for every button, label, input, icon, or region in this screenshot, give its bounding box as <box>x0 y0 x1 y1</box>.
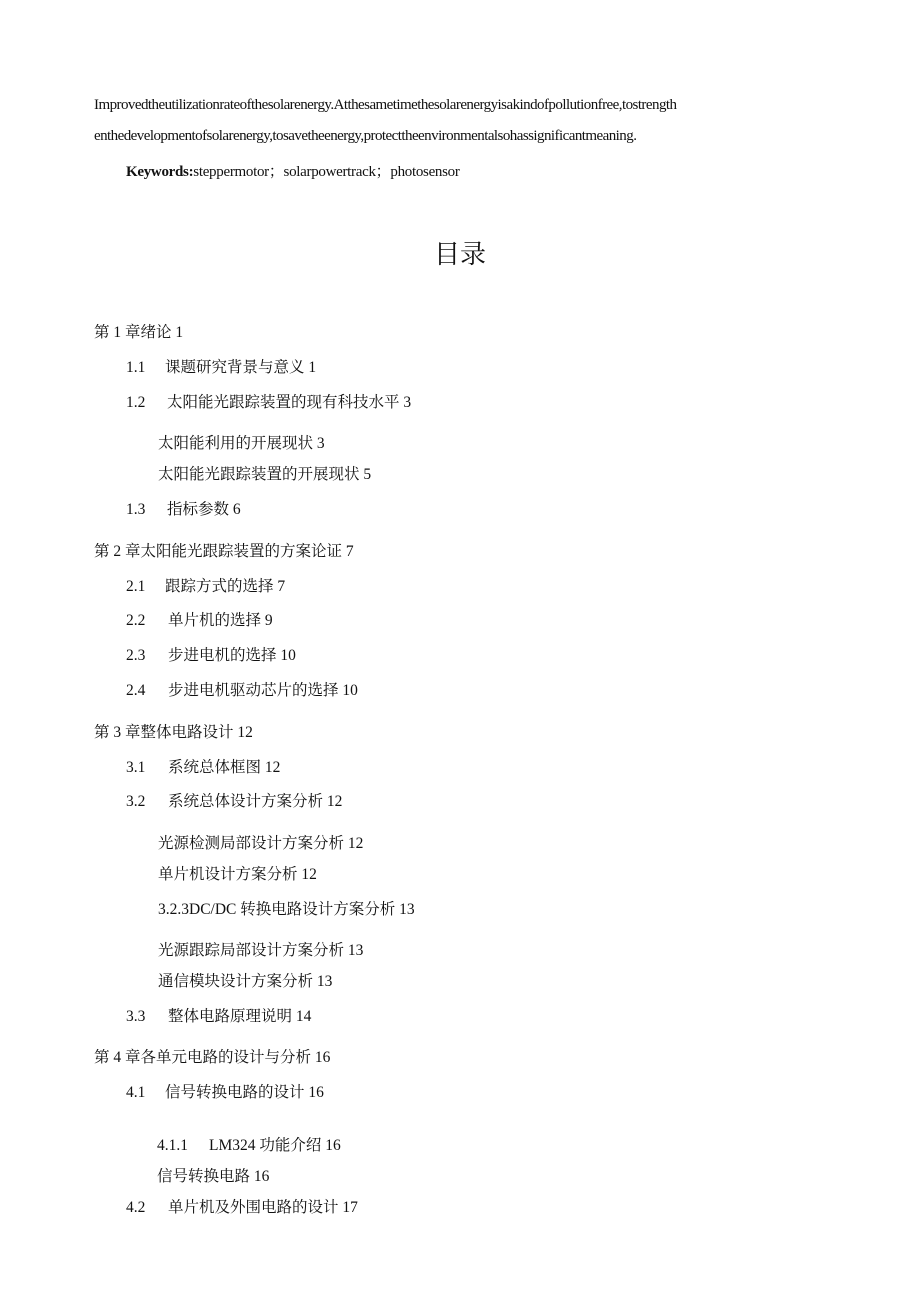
toc-subsection[interactable] <box>158 941 363 961</box>
toc-entry-number: 2.3 <box>126 647 146 664</box>
toc-entry-text: 通信模块设计方案分析 13 <box>158 973 333 990</box>
toc-subsection[interactable] <box>158 834 363 854</box>
toc-entry-text: 3.2.3DC/DC 转换电路设计方案分析 13 <box>158 901 415 918</box>
toc-section[interactable] <box>126 393 411 413</box>
toc-entry-number: 4.2 <box>126 1199 146 1216</box>
toc-entry-text: 单片机的选择 9 <box>168 612 273 629</box>
toc-subsection[interactable] <box>157 1167 269 1187</box>
toc-section[interactable] <box>126 681 358 701</box>
toc-entry-text: 整体电路原理说明 14 <box>168 1008 312 1025</box>
toc-entry-text: 太阳能光跟踪装置的开展现状 5 <box>158 466 372 483</box>
toc-subsection[interactable] <box>157 1136 341 1156</box>
toc-entry-text: 太阳能利用的开展现状 3 <box>158 435 325 452</box>
toc-entry-text: 课题研究背景与意义 1 <box>165 359 317 376</box>
toc-section[interactable] <box>126 1007 311 1027</box>
keywords-label: Keywords: <box>126 164 194 180</box>
toc-chapter[interactable] <box>94 1048 330 1068</box>
toc-entry-number: 1.1 <box>126 359 146 376</box>
toc-entry-text: 光源跟踪局部设计方案分析 13 <box>158 942 364 959</box>
toc-entry-number: 3.2 <box>126 793 146 810</box>
toc-section[interactable] <box>126 646 296 666</box>
toc-entry-text: 第 4 章各单元电路的设计与分析 16 <box>94 1049 331 1066</box>
toc-section[interactable] <box>126 792 342 812</box>
toc-section[interactable] <box>126 1083 324 1103</box>
toc-entry-text: 单片机设计方案分析 12 <box>158 866 317 883</box>
toc-subsection[interactable] <box>158 465 371 485</box>
toc-entry-text: 第 2 章太阳能光跟踪装置的方案论证 7 <box>94 543 354 560</box>
toc-entry-text: LM324 功能介绍 16 <box>209 1137 341 1154</box>
toc-subsection[interactable] <box>158 900 415 920</box>
abstract-line-2: enthedevelopmentofsolarenergy,tosavetheenergy,protecttheenvironmentalsohassignificantmeaning. <box>94 128 637 144</box>
toc-entry-text: 跟踪方式的选择 7 <box>165 578 286 595</box>
toc-chapter[interactable] <box>94 323 183 343</box>
toc-entry-text: 信号转换电路 16 <box>157 1168 270 1185</box>
toc-entry-text: 指标参数 6 <box>167 501 241 518</box>
toc-entry-number: 2.1 <box>126 578 146 595</box>
toc-section[interactable] <box>126 577 285 597</box>
toc-subsection[interactable] <box>158 865 317 885</box>
toc-chapter[interactable] <box>94 723 253 743</box>
toc-section[interactable] <box>126 1198 358 1218</box>
toc-entry-number: 1.3 <box>126 501 146 518</box>
toc-entry-number: 1.2 <box>126 394 146 411</box>
toc-entry-text: 单片机及外围电路的设计 17 <box>168 1199 358 1216</box>
toc-entry-text: 光源检测局部设计方案分析 12 <box>158 835 364 852</box>
toc-entry-text: 信号转换电路的设计 16 <box>165 1084 324 1101</box>
toc-entry-number: 2.2 <box>126 612 146 629</box>
toc-section[interactable] <box>126 758 280 778</box>
toc-section[interactable] <box>126 358 316 378</box>
toc-entry-text: 太阳能光跟踪装置的现有科技水平 3 <box>167 394 412 411</box>
toc-entry-number: 2.4 <box>126 682 146 699</box>
toc-entry-number: 3.3 <box>126 1008 146 1025</box>
keywords-text: steppermotor；solarpowertrack；photosensor <box>193 164 460 180</box>
toc-entry-number: 4.1 <box>126 1084 146 1101</box>
toc-subsection[interactable] <box>158 972 332 992</box>
toc-entry-number: 3.1 <box>126 759 146 776</box>
toc-entry-text: 系统总体框图 12 <box>168 759 281 776</box>
toc-section[interactable] <box>126 500 241 520</box>
toc-subsection[interactable] <box>158 434 325 454</box>
toc-chapter[interactable] <box>94 542 354 562</box>
toc-section[interactable] <box>126 611 273 631</box>
toc-entry-text: 步进电机的选择 10 <box>168 647 296 664</box>
toc-entry-number: 4.1.1 <box>157 1137 188 1154</box>
toc-entry-text: 步进电机驱动芯片的选择 10 <box>168 682 358 699</box>
toc-entry-text: 第 1 章绪论 1 <box>94 324 184 341</box>
toc-entry-text: 第 3 章整体电路设计 12 <box>94 724 253 741</box>
toc-title: 目录 <box>433 240 486 270</box>
toc-entry-text: 系统总体设计方案分析 12 <box>168 793 343 810</box>
keywords-line <box>126 160 460 181</box>
abstract-line-1: Improvedtheutilizationrateofthesolarenergy.Atthesametimethesolarenergyisakindofpollutionfree,tostrength <box>94 97 677 113</box>
